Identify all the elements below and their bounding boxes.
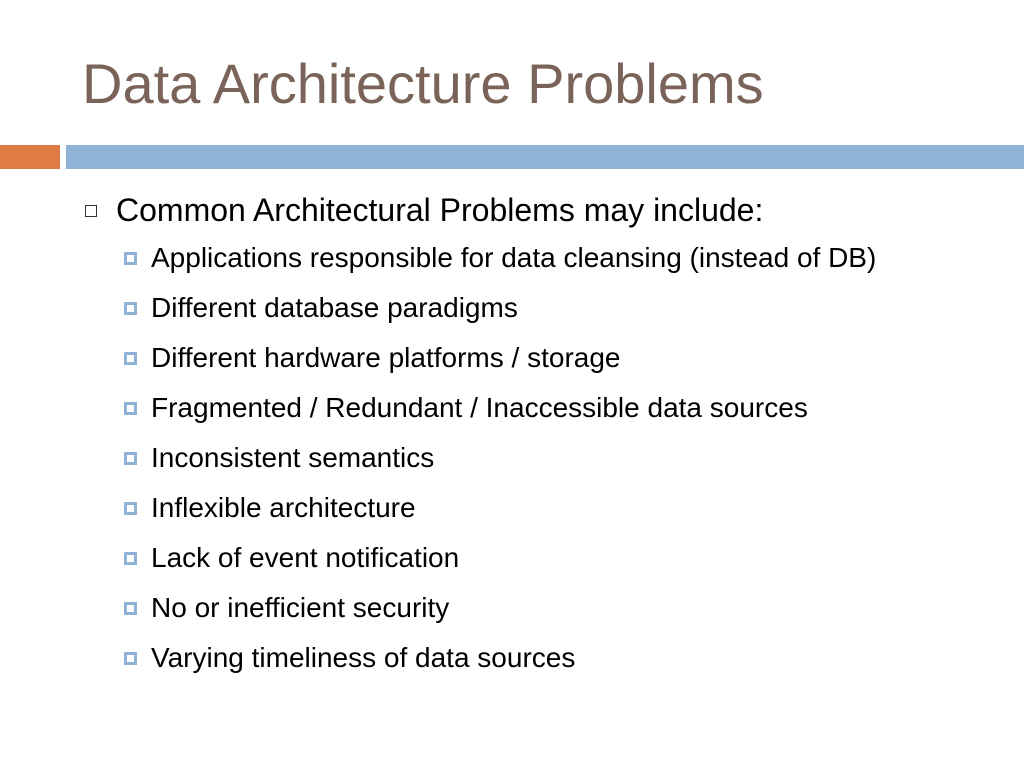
list-item — [151, 340, 991, 376]
list-item — [151, 540, 991, 576]
sub-bullet-list — [151, 240, 991, 690]
list-item-text: Varying timeliness of data sources — [151, 642, 576, 673]
list-item-text: Applications responsible for data cleansing (instead of DB) — [151, 242, 877, 273]
square-bullet-icon — [124, 502, 137, 515]
square-bullet-icon — [124, 302, 137, 315]
square-bullet-icon — [85, 205, 97, 217]
list-item-text: Fragmented / Redundant / Inaccessible data sources — [151, 392, 808, 423]
square-bullet-icon — [124, 652, 137, 665]
list-item — [151, 290, 991, 326]
square-bullet-icon — [124, 352, 137, 365]
slide-title: Data Architecture Problems — [82, 52, 764, 115]
list-item — [151, 490, 991, 526]
square-bullet-icon — [124, 552, 137, 565]
square-bullet-icon — [124, 402, 137, 415]
list-item — [151, 240, 991, 276]
list-item — [151, 590, 991, 626]
list-item-text: No or inefficient security — [151, 592, 450, 623]
list-item-text: Lack of event notification — [151, 542, 460, 573]
square-bullet-icon — [124, 602, 137, 615]
list-item — [151, 640, 991, 676]
list-item-text: Inconsistent semantics — [151, 442, 435, 473]
list-item — [151, 390, 991, 426]
list-item-text: Inflexible architecture — [151, 492, 416, 523]
square-bullet-icon — [124, 252, 137, 265]
square-bullet-icon — [124, 452, 137, 465]
list-item — [151, 440, 991, 476]
list-item-text: Different database paradigms — [151, 292, 518, 323]
list-item-text: Different hardware platforms / storage — [151, 342, 621, 373]
main-bullet-text: Common Architectural Problems may include: — [116, 192, 764, 228]
